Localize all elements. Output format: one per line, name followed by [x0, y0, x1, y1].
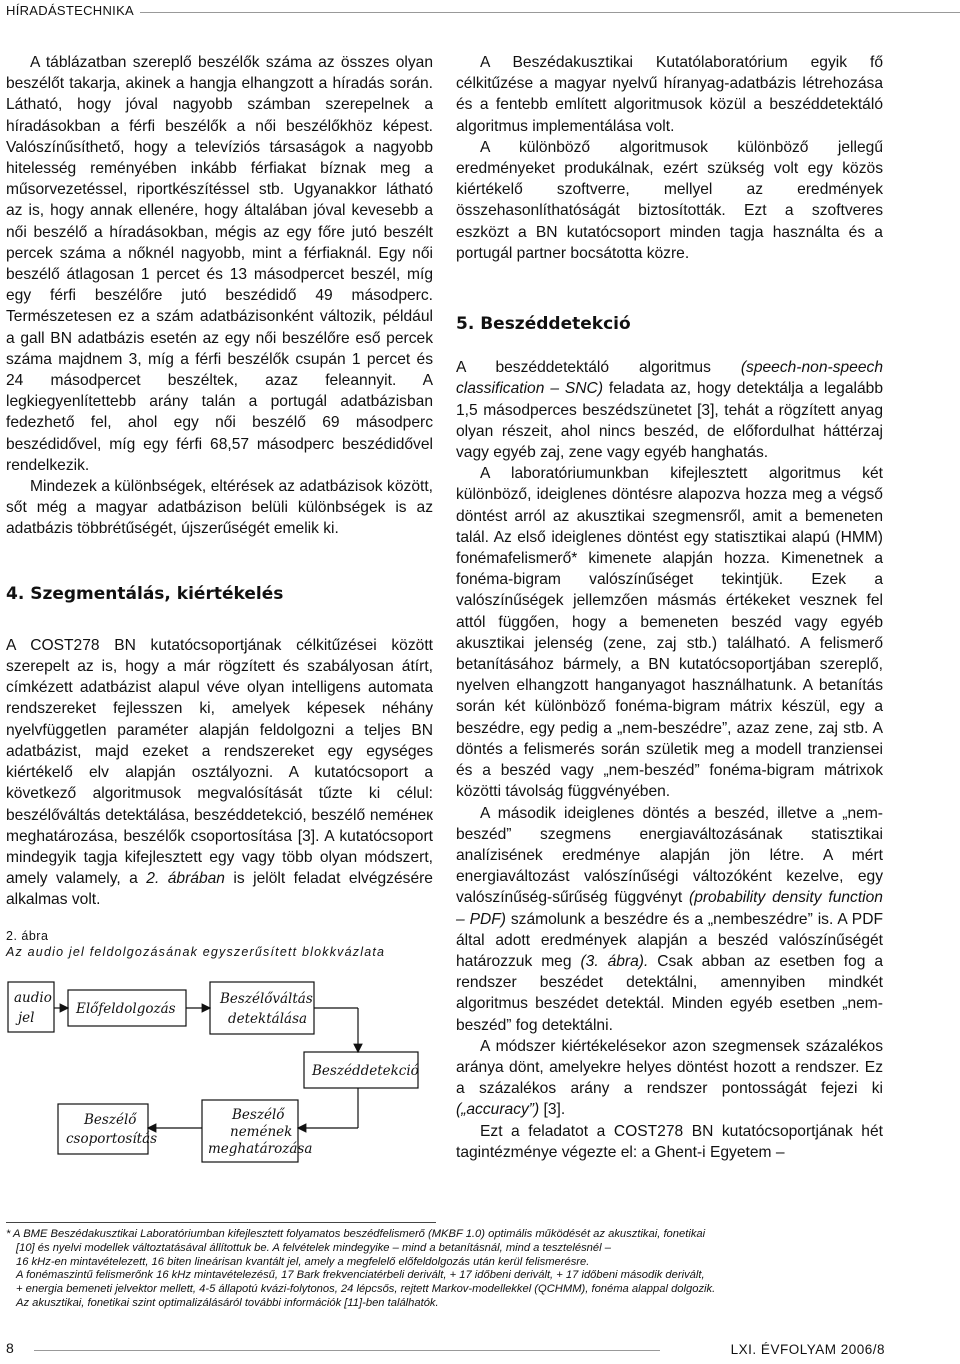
- section-heading-4: 4. Szegmentálás, kiértékelés: [6, 583, 284, 604]
- footnote-line: Az akusztikai, fonetikai szint optimalizálásáról további információk [11]-ben találhatók.: [16, 1296, 439, 1309]
- paragraph: Ezt a feladatot a COST278 BN kutatócsoportjának hét tagintézménye végezte el: a Ghent-i Egyetem –: [456, 1122, 883, 1161]
- footnote-rule: [6, 1222, 436, 1223]
- page-number: 8: [6, 1340, 14, 1356]
- figure-number: 2. ábra: [6, 928, 49, 943]
- paragraph: A Beszédakusztikai Kutatólaboratórium egyik fő célkitűzése a magyar nyelvű híranyag-adatbázis létrehozása és a fentebb említett algoritmusok közül a beszéddetektáló algoritmus implementálása volt.: [456, 54, 883, 135]
- paragraph: A laboratóriumunkban kifejlesztett algoritmus két különböző, ideiglenes döntésre alapozva hozza meg a végső döntést arról az akusztikai szegmensről, amit a bemeneten talál. Az első ideiglenes döntést egy statisztikai alapú (HMM) fonémafelismerő* kimenete alapján hozza. Kimenetnek a fonéma-bigram valószínűséget tekintjük. Ezek a valószínűségek jellemzően másmás értékeket vesznek fel attól függően, hogy a bemeneten beszéd vagy egyéb akusztikai jelenség (zene, zaj stb.) található. A felismerő betanításához bármely, a BN kutatócsoportjában szereplő, nyelven elhangzott hanganyagot használhatunk. A betanítás során két különböző fonéma-bigram mátrix készül, egy a beszédre, egy pedig a „nem-beszédre”, azaz zene, zaj stb. A döntés a felismerés során születik meg a modell tranziensei és a beszéd vagy „nem-beszéd” fonéma-bigram mátrixok közötti távolság függvényében.: [456, 465, 883, 801]
- paragraph: A különböző algoritmusok különböző jellegű eredményeket produkálnak, ezért szükség volt egy közös kiértékelő szoftverre, mellyel az eredmények összehasonlíthatóságát biztosították. Ezt a szoftveres eszközt a BN kutatócsoport minden tagja használta és a portugál partner bocsátotta közre.: [456, 138, 883, 262]
- speaker-change-label-2: detektálása: [228, 1010, 308, 1027]
- footnote-line: 16 kHz-en mintavételezett, 16 biten lineárisan kvantált jel, amely a megfelelő előfeldolgozás után kerül felismerésre.: [16, 1255, 590, 1268]
- clustering-label-1: Beszélő: [84, 1111, 137, 1128]
- page-footer: [0, 1340, 960, 1364]
- term-italic: (speech-non-speech classification – SNC): [456, 359, 883, 398]
- page-header: [0, 0, 960, 22]
- text-run: A módszer kiértékelésekor azon szegmensek százalékos aránya dönt, amelyekre helyes döntést hozott a rendszer. Ez a százalékos arány a rendszer pontosságát fejezi ki: [456, 1037, 883, 1098]
- block-diagram: [6, 968, 433, 1188]
- right-column: [456, 52, 883, 1163]
- speaker-change-label-1: Beszélőváltás: [220, 990, 313, 1007]
- preprocessing-label: Előfeldolgozás: [76, 1000, 176, 1017]
- footnotes: [6, 1228, 886, 1311]
- text-run: A beszéddetektáló algoritmus: [456, 359, 741, 377]
- figure-reference: 2. ábrában: [146, 870, 225, 888]
- footnote-line: [10] és nyelvi modellek változtatásával állítottuk be. A felvételek mindegyike – mind a betanításnál, mind a tesztelésnél –: [16, 1241, 611, 1254]
- left-column: [6, 52, 433, 1188]
- footnote-line: + energia bemeneti jelvektor mellett, 4-5 állapotú kvázi-folytonos, 24 lépcsős, rejtett Markov-modellekkel (QCHMM), fonéma alappal dolgozik.: [16, 1283, 716, 1296]
- footnote-line: * A BME Beszédakusztikai Laboratóriumban kifejlesztett folyamatos beszédfelismerő (MKBF 1.0) optimális működését az akusztikai, fonetikai: [6, 1228, 706, 1240]
- paragraph: A táblázatban szereplő beszélők száma az összes olyan beszélőt takarja, akinek a hangja elhangzott a híradás során. Látható, hogy jóval nagyobb számban szerepelnek a híradásokban a férfi beszélők a női beszélőkhöz képest. Valószínűsíthető, hogy a televíziós társaságok a nagyobb hitelesség reményében inkább férfiakat bíznak meg a műsorvezetéssel, riportkészítéssel stb. Ugyanakkor látható az is, hogy annak ellenére, hogy általában jóval kevesebb a női beszélő a híradásokban, mégis az egy főre jutó beszélt percek száma a nőknél nagyobb, mint a férfiaknál. Egy női beszélő átlagosan 1 percet és 13 másodpercet beszél, míg egy férfi beszélőre jutó beszédidő 49 másodperc. Természetesen ez a szám adatbázisonként változik, például a gall BN adatbázis esetén az egy női beszélőre eső percek száma majdnem 3, míg a férfi beszélők csupán 1 percet és 24 másodpercet beszéltek, azaz feleannyit. A legkiegyenlítettebb arány talán a portugál adatbázisban fedezhető fel, ahol egy női beszélő 69 másodperc beszédidővel, míg egy férfi 68,57 másodperc beszédidővel rendelkezik.: [6, 54, 433, 474]
- speech-detection-label: Beszéddetekció: [312, 1062, 419, 1079]
- journal-title: HÍRADÁSTECHNIKA: [6, 3, 135, 18]
- paragraph: [456, 357, 883, 463]
- paragraph: [456, 1036, 883, 1121]
- footnote-line: A fonémaszintű felismerőnk 16 kHz mintavételezésű, 17 Bark frekvenciatérbeli derivált, + 17 időbeni derivált, + 17 időbeni második derivált,: [16, 1269, 705, 1282]
- gender-label-2: nemének: [230, 1123, 293, 1140]
- paragraph: Mindezek a különbségek, eltérések az adatbázisok között, sőt még a magyar adatbázison belüli különbségek is az adatbázis többrétűségét, újszerűségét emelik ki.: [6, 478, 433, 538]
- term-italic: („accuracy”): [456, 1101, 540, 1119]
- section-heading-5: 5. Beszéddetekció: [456, 314, 631, 335]
- block-diagram-svg: [6, 968, 433, 1188]
- figure-caption: Az audio jel feldolgozásának egyszerűsített blokkvázlata: [6, 944, 386, 959]
- text-run: számolunk a beszédre és a „nembeszédre” is. A PDF által adott eredmények alapján a beszéd valószínűségét határozzuk meg: [456, 910, 883, 970]
- text-run: is jelölt feladat elvégzésére alkalmas volt.: [6, 870, 433, 909]
- volume-info: LXI. ÉVFOLYAM 2006/8: [730, 1342, 885, 1357]
- gender-label-1: Beszélő: [232, 1106, 285, 1123]
- header-rule: [140, 12, 960, 13]
- text-run: [3].: [539, 1101, 566, 1119]
- clustering-label-2: csoportosítás: [66, 1130, 158, 1147]
- paragraph: [6, 635, 433, 911]
- input-label-jel: jel: [18, 1009, 35, 1026]
- text-run: Csak abban az esetben fog a rendszer beszédet detektálni, amennyiben mindkét algoritmus beszédet detektál. Minden egyéb esetben „nem-beszéd” fog detektálni.: [456, 952, 883, 1034]
- text-run: feladata az, hogy detektálja a legalább 1,5 másodperces beszédszünetet [3], tehát a rögzített anyag olyan részeit, ahol nincs beszéd, de előfordulhat háttérzaj vagy egyéb zaj, zene vagy egyéb hanghatás.: [456, 380, 883, 462]
- text-run: A COST278 BN kutatócsoportjának célkitűzései között szerepelt az is, hogy a már rögzített és szabályosan átírt, címkézett adatbázist alapul véve olyan intelligens automata rendszereket fejlesszen ki, amelyek képesek néhány nyelvfüggetlen paraméter alapján feldolgozni a teljes BN adatbázist, majd ezeket a rendszereket egy egységes kiértékelő elv alapján osztályozni. A kutatócsoport a következő algoritmusok megvalósítását tűzte ki célul: beszélőváltás detektálása, beszéddetekció, beszélő neméнек meghatározása, beszélők csoportosítása [3]. A kutatócsoport mindegyik tagja kifejlesztett egy vagy több olyan módszert, amely valamely, a: [6, 636, 433, 888]
- text-run: A második ideiglenes döntés a beszéd, illetve a „nem-beszéd” szegmens energiaváltozásának statisztikai analízisének eredménye alapján jön létre. A mért energiaváltozást valószínűségi változóként kezelve, egy valószínűség-sűrűség függvényt: [456, 804, 883, 907]
- figure-reference: (3. ábra).: [580, 952, 649, 970]
- input-label-audio: audio: [14, 989, 52, 1006]
- term-italic: (probability density function – PDF): [456, 889, 883, 928]
- footer-rule: [34, 1350, 660, 1351]
- paragraph: [456, 803, 883, 1036]
- gender-label-3: meghatározása: [208, 1140, 313, 1157]
